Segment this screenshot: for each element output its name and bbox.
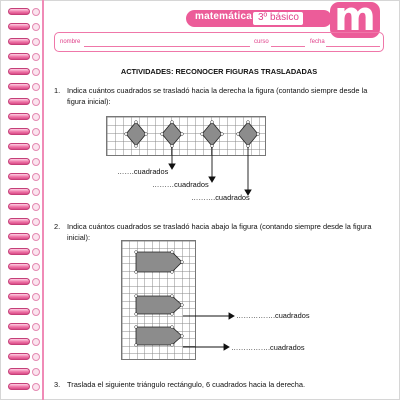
question-1-text: Indica cuántos cuadrados se trasladó hacia la derecha la figura (contando siempre desde la figura inicial): (67, 86, 368, 106)
diamond-figure-4 (238, 122, 258, 146)
name-label: nombre (60, 39, 81, 45)
logo-letter: m (334, 0, 376, 40)
pentagon-figure-2 (136, 296, 182, 314)
question-3-text: Traslada el siguiente triángulo rectángulo, 6 cuadrados hacia la derecha. (67, 380, 306, 389)
date-label: fecha (310, 39, 325, 45)
question-1-answer-1[interactable]: …….cuadrados (117, 167, 169, 176)
diamond-figure-initial (126, 122, 146, 146)
question-2-text: Indica cuántos cuadrados se trasladó hacia abajo la figura (contando siempre desde la figura inicial): (67, 222, 372, 242)
pentagon-figure-3 (136, 327, 182, 345)
question-2-answer-2[interactable]: …………….cuadrados (231, 343, 305, 352)
question-2-number: 2. (54, 222, 61, 231)
question-3-number: 3. (54, 380, 61, 389)
grade-label: 3º básico (258, 12, 299, 23)
diamond-figure-3 (202, 122, 222, 146)
page-title: ACTIVIDADES: RECONOCER FIGURAS TRASLADADAS (120, 67, 318, 76)
question-2-arrows (183, 313, 234, 350)
question-1-number: 1. (54, 86, 61, 95)
question-2-answer-1[interactable]: …………….cuadrados (236, 311, 310, 320)
pentagon-figure-initial (136, 252, 182, 272)
course-label: curso (254, 39, 269, 45)
question-1-answer-3[interactable]: ……….cuadrados (191, 193, 250, 202)
diamond-figure-2 (162, 122, 182, 146)
question-1-answer-2[interactable]: ………cuadrados (152, 180, 209, 189)
subject-label: matemática (195, 11, 253, 22)
